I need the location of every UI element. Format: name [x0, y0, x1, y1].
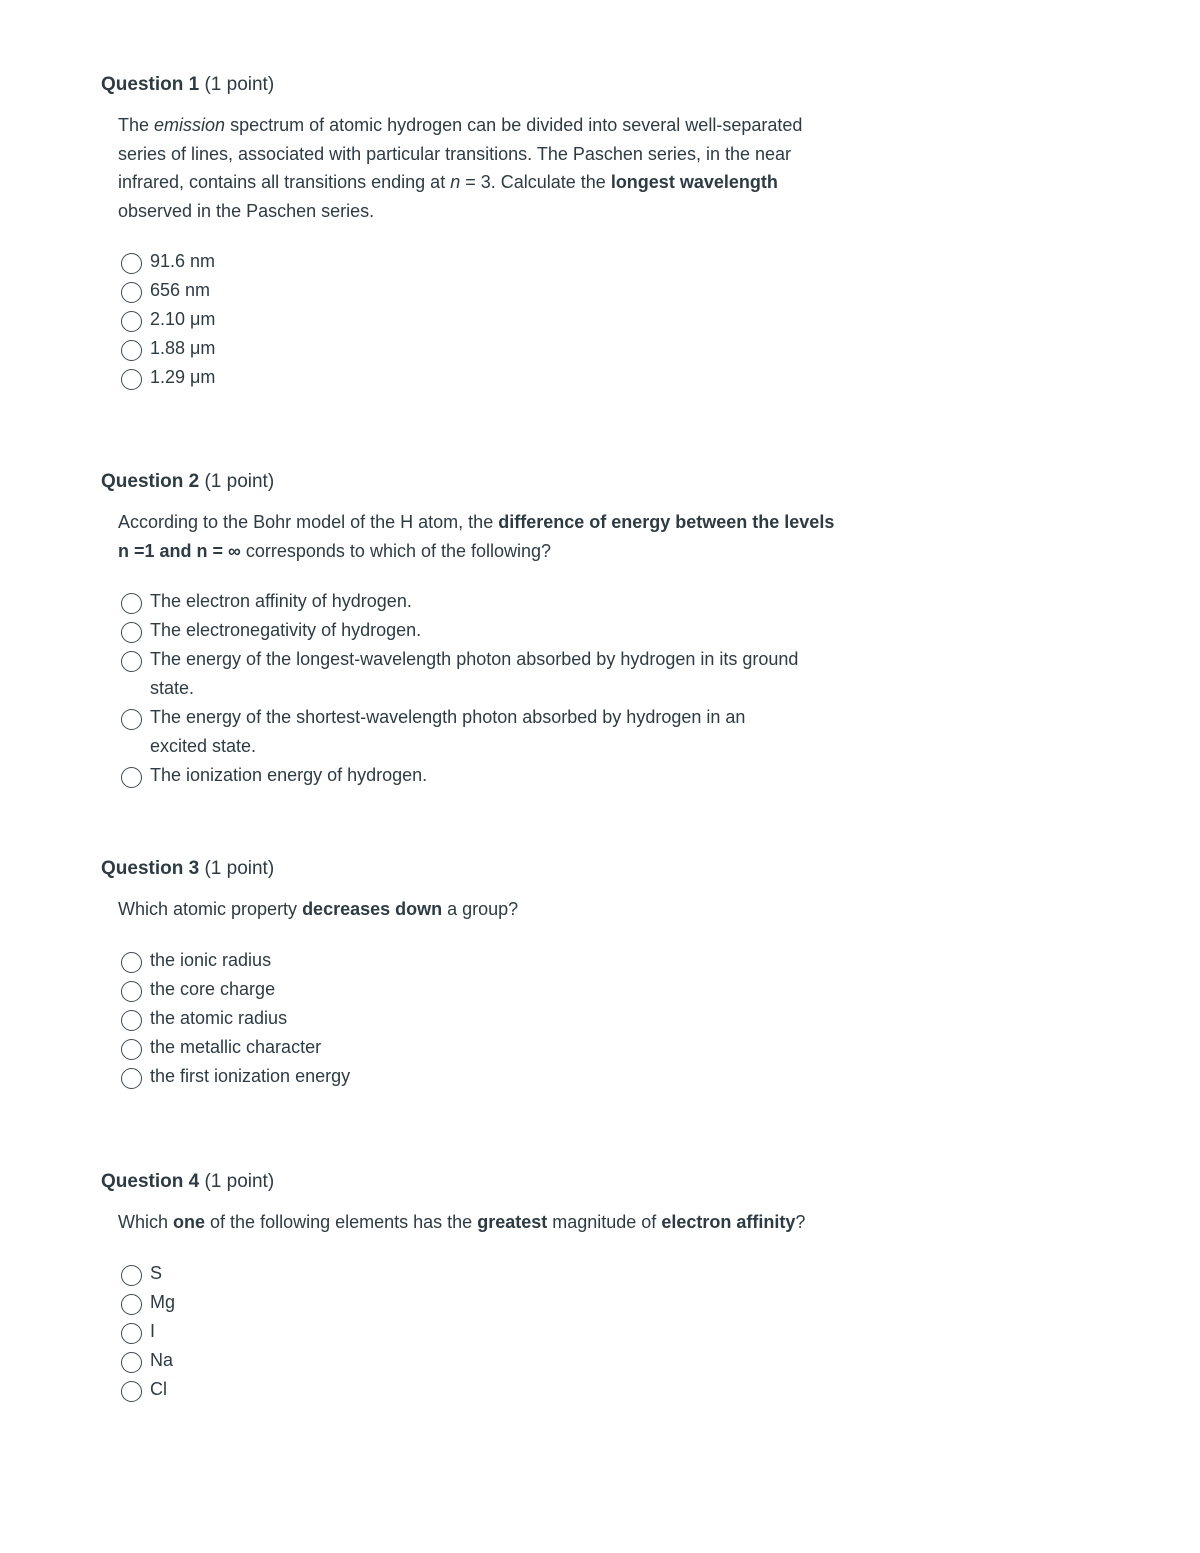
answer-label: the first ionization energy — [150, 1065, 351, 1086]
answer-option[interactable] — [121, 761, 861, 790]
answer-label: 1.29 μm — [150, 367, 216, 387]
text-part: According to the Bohr model of the H atom, the — [118, 512, 499, 532]
answer-label: The ionization energy of hydrogen. — [150, 765, 428, 785]
radio-button[interactable] — [121, 952, 142, 973]
text-part: corresponds to which of the following? — [240, 540, 552, 561]
radio-button[interactable] — [121, 1265, 142, 1286]
question-title: Question 3 — [101, 858, 200, 879]
question-header — [101, 73, 861, 97]
text-part-bold: one — [173, 1212, 206, 1232]
answer-label: S — [150, 1262, 163, 1283]
question-header — [101, 1170, 861, 1194]
answer-label: 656 nm — [150, 280, 211, 300]
radio-button[interactable] — [121, 767, 142, 788]
answer-list — [121, 1259, 861, 1404]
answer-option[interactable] — [121, 334, 861, 363]
answer-list — [121, 946, 861, 1091]
answer-label: the metallic character — [150, 1036, 322, 1057]
answer-option[interactable] — [121, 1033, 861, 1062]
question-title: Question 4 — [101, 1171, 200, 1192]
question-title: Question 2 — [101, 471, 200, 492]
text-part: Which atomic property — [118, 899, 303, 919]
question-3 — [101, 857, 861, 1091]
answer-option[interactable] — [121, 946, 861, 975]
text-part: magnitude of — [547, 1212, 662, 1232]
question-text — [118, 508, 838, 565]
text-part: Which — [118, 1212, 174, 1232]
question-points: (1 point) — [199, 74, 275, 95]
answer-option[interactable] — [121, 587, 861, 616]
answer-option[interactable] — [121, 616, 861, 645]
question-4 — [101, 1170, 861, 1404]
answer-option[interactable] — [121, 1317, 861, 1346]
radio-button[interactable] — [121, 340, 142, 361]
question-title: Question 1 — [101, 74, 200, 95]
answer-label: Na — [150, 1349, 174, 1370]
question-1 — [101, 73, 861, 392]
answer-option[interactable] — [121, 975, 861, 1004]
answer-option[interactable] — [121, 1288, 861, 1317]
radio-button[interactable] — [121, 369, 142, 390]
radio-button[interactable] — [121, 282, 142, 303]
answer-label: 1.88 μm — [150, 338, 216, 358]
text-part-bold: decreases down — [302, 899, 443, 919]
text-part-bold: electron affinity — [661, 1212, 796, 1232]
radio-button[interactable] — [121, 1323, 142, 1344]
text-part: of the following elements has the — [205, 1212, 478, 1232]
text-part: spectrum of atomic hydrogen can be divided into several well-separated series of lines, associated with particular transitions. The Paschen series, in the near infrared, contains all transitions ending at — [118, 115, 803, 192]
radio-button[interactable] — [121, 709, 142, 730]
answer-label: The energy of the longest-wavelength photon absorbed by hydrogen in its ground state. — [150, 649, 799, 698]
radio-button[interactable] — [121, 1294, 142, 1315]
radio-button[interactable] — [121, 1039, 142, 1060]
question-2 — [101, 470, 861, 790]
radio-button[interactable] — [121, 311, 142, 332]
question-points: (1 point) — [199, 858, 275, 879]
answer-option[interactable] — [121, 1062, 861, 1091]
question-text — [118, 111, 838, 225]
answer-label: 2.10 μm — [150, 309, 216, 329]
text-part: The — [118, 115, 155, 135]
radio-button[interactable] — [121, 1068, 142, 1089]
answer-option[interactable] — [121, 1375, 861, 1404]
text-part: a group? — [442, 899, 519, 919]
text-part-bold: greatest — [477, 1212, 548, 1232]
radio-button[interactable] — [121, 1381, 142, 1402]
text-part-italic: emission — [154, 115, 226, 135]
answer-option[interactable] — [121, 363, 861, 392]
question-header — [101, 470, 861, 494]
answer-option[interactable] — [121, 1004, 861, 1033]
answer-label: the core charge — [150, 978, 276, 999]
question-text — [118, 895, 838, 924]
answer-label: Mg — [150, 1291, 176, 1312]
answer-label: 91.6 nm — [150, 251, 216, 271]
radio-button[interactable] — [121, 593, 142, 614]
text-part: = 3. Calculate the — [460, 172, 611, 192]
answer-option[interactable] — [121, 1259, 861, 1288]
answer-label: The electronegativity of hydrogen. — [150, 620, 422, 640]
answer-option[interactable] — [121, 276, 861, 305]
answer-label: Cl — [150, 1378, 167, 1399]
answer-label: I — [150, 1320, 156, 1341]
answer-option[interactable] — [121, 305, 861, 334]
text-part: observed in the Paschen series. — [118, 200, 375, 221]
question-points: (1 point) — [199, 1171, 275, 1192]
answer-option[interactable] — [121, 703, 861, 761]
radio-button[interactable] — [121, 622, 142, 643]
question-header — [101, 857, 861, 881]
radio-button[interactable] — [121, 981, 142, 1002]
text-part-bold: longest wavelength — [610, 172, 778, 192]
answer-label: The energy of the shortest-wavelength photon absorbed by hydrogen in an excited state. — [150, 707, 746, 756]
answer-label: the ionic radius — [150, 949, 272, 970]
question-points: (1 point) — [199, 471, 275, 492]
answer-option[interactable] — [121, 247, 861, 276]
answer-list — [121, 587, 861, 790]
answer-label: The electron affinity of hydrogen. — [150, 591, 412, 611]
answer-label: the atomic radius — [150, 1007, 288, 1028]
radio-button[interactable] — [121, 253, 142, 274]
radio-button[interactable] — [121, 1352, 142, 1373]
answer-list — [121, 247, 861, 392]
text-part: ? — [795, 1212, 806, 1232]
text-part-bold: difference of energy between the levels n =1 and n = ∞ — [118, 512, 835, 561]
text-part-italic: n — [450, 172, 461, 192]
radio-button[interactable] — [121, 1010, 142, 1031]
answer-option[interactable] — [121, 1346, 861, 1375]
answer-option[interactable] — [121, 645, 861, 703]
question-text — [118, 1208, 838, 1237]
radio-button[interactable] — [121, 651, 142, 672]
